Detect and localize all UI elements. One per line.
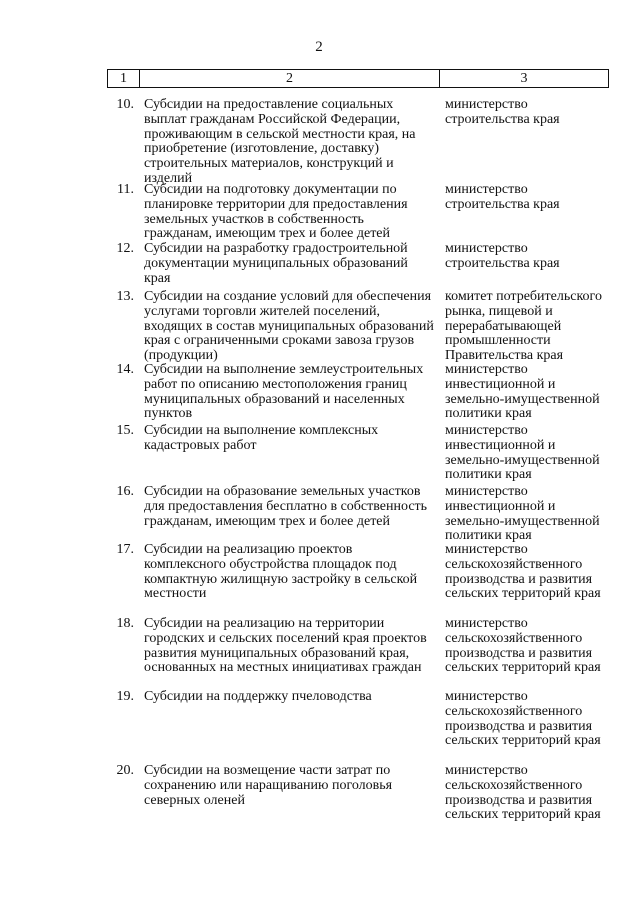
subsidy-name: Субсидии на разработку градостроительной документации муниципальных образований края	[144, 241, 408, 286]
row-number: 11.	[117, 182, 134, 197]
responsible-ministry: министерство строительства края	[445, 241, 560, 271]
subsidy-name: Субсидии на выполнение комплексных кадастровых работ	[144, 423, 379, 453]
row-number: 16.	[116, 484, 134, 499]
subsidy-name: Субсидии на создание условий для обеспечения услугами торговли жителей поселений, входящих в состав муниципальных образований края с ограниченными сроками завоза грузов (продукции)	[144, 289, 434, 364]
responsible-ministry: министерство инвестиционной и земельно-имущественной политики края	[445, 423, 600, 483]
responsible-ministry: министерство сельскохозяйственного производства и развития сельских территорий края	[445, 542, 601, 602]
row-number: 17.	[116, 542, 134, 557]
row-number: 18.	[116, 616, 134, 631]
subsidy-name: Субсидии на реализацию проектов комплексного обустройства площадок под компактную жилищную застройку в сельской местности	[144, 542, 418, 602]
responsible-ministry: министерство инвестиционной и земельно-имущественной политики края	[445, 484, 600, 544]
row-number: 19.	[116, 689, 134, 704]
row-number: 15.	[116, 423, 134, 438]
page-number: 2	[315, 39, 323, 55]
subsidy-name: Субсидии на предоставление социальных выплат гражданам Российской Федерации, проживающим в сельской местности края, на приобретение (изготовление, доставку) строительных материалов, конструкций и изделий	[144, 97, 416, 186]
responsible-ministry: министерство строительства края	[445, 97, 560, 127]
header-col-3: 3	[520, 71, 528, 86]
subsidy-name: Субсидии на возмещение части затрат по сохранению или наращиванию поголовья северных оленей	[144, 763, 393, 808]
subsidy-name: Субсидии на выполнение землеустроительных работ по описанию местоположения границ муниципальных образований и населенных пунктов	[144, 362, 424, 422]
responsible-ministry: министерство сельскохозяйственного производства и развития сельских территорий края	[445, 689, 601, 749]
subsidy-name: Субсидии на подготовку документации по планировке территории для предоставления земельных участков в собственность гражданам, имеющим трех и более детей	[144, 182, 408, 242]
row-number: 14.	[116, 362, 134, 377]
responsible-ministry: министерство строительства края	[445, 182, 560, 212]
row-number: 10.	[116, 97, 134, 112]
header-col-2: 2	[140, 70, 440, 87]
subsidy-name: Субсидии на поддержку пчеловодства	[144, 689, 372, 704]
responsible-ministry: министерство инвестиционной и земельно-имущественной политики края	[445, 362, 600, 422]
header-col-1: 1	[108, 70, 140, 87]
responsible-ministry: комитет потребительского рынка, пищевой и перерабатывающей промышленности Правительства края	[445, 289, 602, 364]
table-header	[107, 69, 609, 88]
row-number: 13.	[116, 289, 134, 304]
responsible-ministry: министерство сельскохозяйственного производства и развития сельских территорий края	[445, 763, 601, 823]
subsidy-name: Субсидии на реализацию на территории городских и сельских поселений края проектов развития муниципальных образований края, основанных на местных инициативах граждан	[144, 616, 427, 676]
row-number: 20.	[116, 763, 134, 778]
subsidy-name: Субсидии на образование земельных участков для предоставления бесплатно в собственность гражданам, имеющим трех и более детей	[144, 484, 428, 529]
responsible-ministry: министерство сельскохозяйственного производства и развития сельских территорий края	[445, 616, 601, 676]
row-number: 12.	[116, 241, 134, 256]
